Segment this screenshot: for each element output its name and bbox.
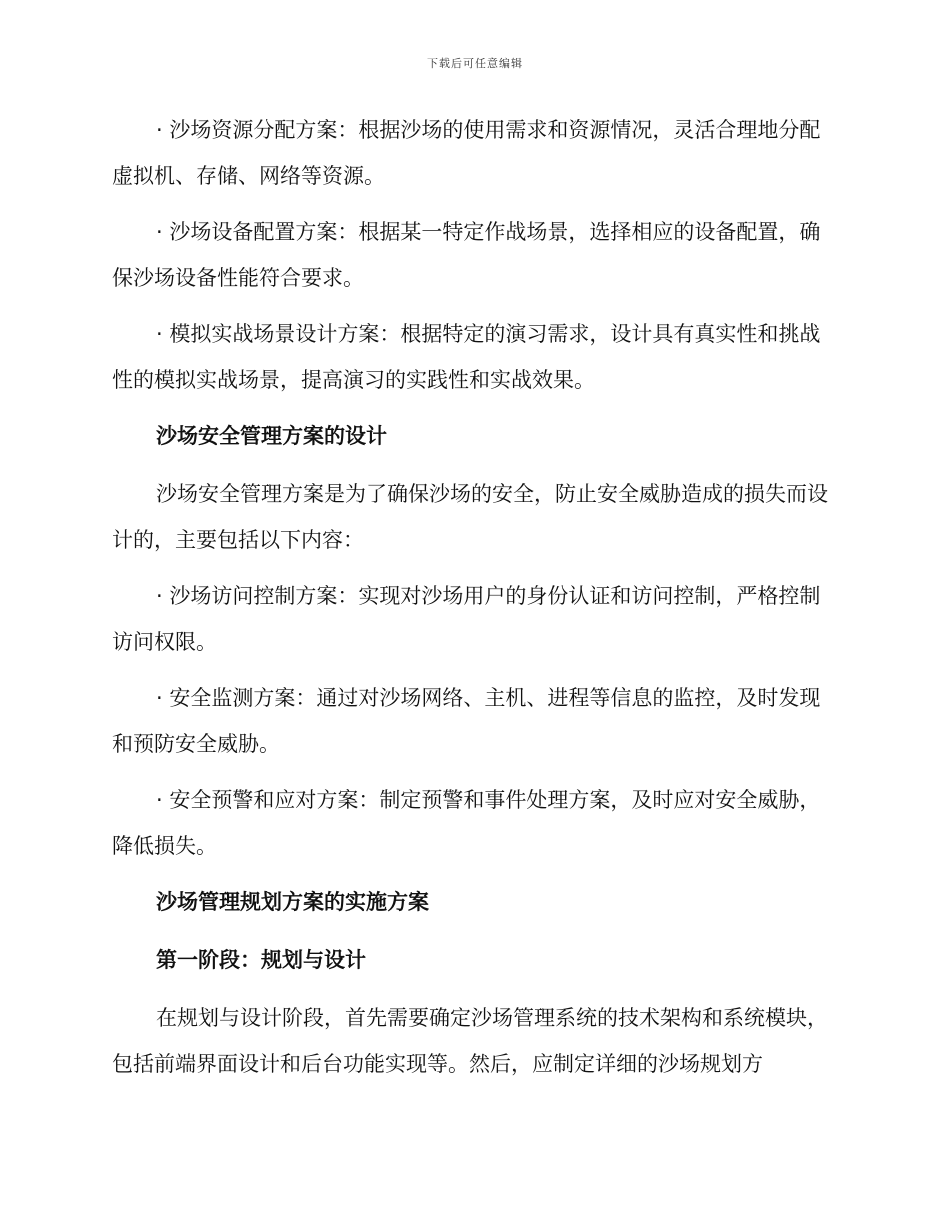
section-heading-security: 沙场安全管理方案的设计 [156, 424, 387, 448]
bullet-equipment-config: · 沙场设备配置方案：根据某一特定作战场景，选择相应的设备配置，确保沙场设备性能符合要求。 [112, 220, 821, 290]
paragraph-phase-one: 在规划与设计阶段，首先需要确定沙场管理系统的技术架构和系统模块，包括前端界面设计和后台功能实现等。然后，应制定详细的沙场规划方 [112, 1006, 828, 1076]
bullet-security-monitoring: · 安全监测方案：通过对沙场网络、主机、进程等信息的监控，及时发现和预防安全威胁。 [112, 686, 821, 756]
bullet-scenario-design: · 模拟实战场景设计方案：根据特定的演习需求，设计具有真实性和挑战性的模拟实战场景，提高演习的实践性和实战效果。 [112, 322, 821, 392]
bullet-security-warning: · 安全预警和应对方案：制定预警和事件处理方案，及时应对安全威胁，降低损失。 [112, 788, 821, 858]
paragraph-security-intro: 沙场安全管理方案是为了确保沙场的安全，防止安全威胁造成的损失而设计的，主要包括以下内容： [112, 482, 828, 552]
bullet-access-control: · 沙场访问控制方案：实现对沙场用户的身份认证和访问控制，严格控制访问权限。 [112, 584, 821, 654]
page-header: 下载后可任意编辑 [427, 57, 523, 70]
bullet-resource-allocation: · 沙场资源分配方案：根据沙场的使用需求和资源情况，灵活合理地分配虚拟机、存储、网络等资源。 [112, 118, 821, 188]
subsection-heading-phase-one: 第一阶段：规划与设计 [156, 948, 366, 972]
section-heading-implementation: 沙场管理规划方案的实施方案 [156, 890, 429, 914]
